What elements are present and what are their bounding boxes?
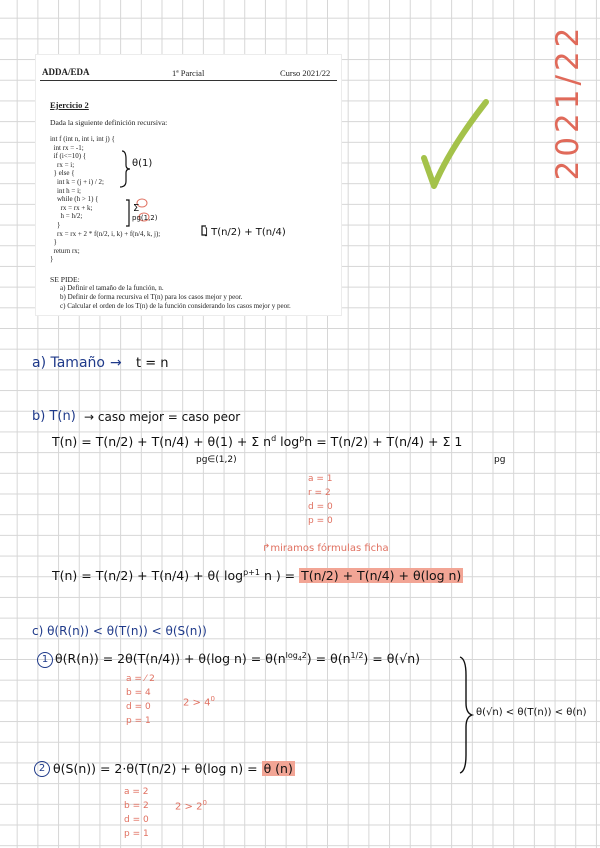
equation-c1-exp-base: 4	[297, 655, 302, 663]
code-line: int rx = -1;	[50, 143, 84, 152]
annotation-theta-one: θ(1)	[132, 158, 153, 169]
param-d: d = 0	[126, 702, 151, 712]
course-year: Curso 2021/22	[280, 68, 331, 78]
code-line: int f (int n, int i, int j) {	[50, 135, 115, 143]
param-b: b = 4	[126, 688, 151, 698]
equation-c1-exp-arg: 2	[301, 651, 307, 660]
equation-c1-mid-exp: 1/2	[350, 651, 364, 660]
param-d: d = 0	[124, 815, 149, 825]
ask-item: b) Definir de forma recursiva el T(n) para los casos mejor y peor.	[60, 293, 243, 301]
equation-b1-log-exp: p	[299, 434, 305, 443]
exercise-card	[36, 55, 341, 315]
equation-b1-n: n	[304, 434, 313, 450]
param-a: a = 2	[124, 787, 149, 797]
conclusion-text: θ(√n) < θ(T(n)) < θ(n)	[476, 707, 587, 718]
equation-c1-exp-log: log	[285, 651, 298, 660]
exercise-intro: Dada la siguiente definición recursiva:	[50, 118, 168, 127]
comparison-c1-text: 2 > 4	[183, 697, 211, 709]
comparison-c1-exp: 0	[210, 695, 215, 703]
year-label-box	[548, 22, 588, 182]
parameters-c1	[126, 672, 155, 728]
code-line: int k = (j + i) / 2;	[50, 177, 104, 186]
exam-name: 1ª Parcial	[172, 68, 205, 78]
section-c-label: c) θ(R(n)) < θ(T(n)) < θ(S(n))	[32, 624, 207, 638]
equation-b2-n: n ) =	[263, 568, 296, 584]
exercise-title: Ejercicio 2	[50, 100, 89, 110]
item-2-number: 2	[34, 761, 50, 777]
code-line: int h = i;	[50, 186, 81, 195]
code-line: if (i<=10) {	[50, 152, 87, 161]
comparison-c2	[175, 799, 207, 812]
param-p: p = 1	[126, 716, 151, 726]
comparison-c2-exp: 0	[202, 799, 207, 807]
course-code: ADDA/EDA	[42, 67, 90, 77]
code-line: rx = rx + k;	[50, 203, 93, 212]
arrow-icon: →	[110, 355, 122, 371]
equation-b2	[52, 568, 463, 583]
checkmark-icon	[420, 98, 490, 192]
equation-c2	[53, 761, 295, 776]
param-d: d = 0	[308, 502, 333, 512]
section-a-answer: t = n	[136, 356, 169, 371]
equation-b2-result: T(n/2) + T(n/4) + θ(log n)	[301, 568, 462, 584]
equation-c1-left: θ(R(n)) = 2θ(T(n/4)) + θ(log n) = θ(n	[55, 651, 286, 667]
equation-c2-left: θ(S(n)) = 2·θ(T(n/2) + θ(log n) =	[53, 761, 258, 776]
section-b-case-note: → caso mejor = caso peor	[84, 410, 241, 424]
param-p: p = 1	[124, 829, 149, 839]
equation-b1-right: = T(n/2) + T(n/4) + Σ 1	[316, 434, 463, 450]
code-line: }	[50, 238, 57, 247]
equation-b1-sum-range: pg∈(1,2)	[196, 455, 237, 465]
equation-b1-sum-index: pg	[494, 455, 506, 465]
param-p: p = 0	[308, 516, 333, 526]
annotation-recursive-terms: ] T(n/2) + T(n/4)	[204, 227, 286, 238]
param-b: b = 2	[124, 801, 149, 811]
conclusion-brace	[456, 655, 476, 775]
section-b-label: b) T(n)	[32, 409, 76, 424]
code-line: }	[50, 255, 54, 264]
equation-b1	[52, 434, 462, 449]
code-line: return rx;	[50, 246, 80, 255]
annotation-sum-range: pg(1,2)	[132, 214, 158, 222]
equation-b1-log: log	[280, 434, 300, 450]
comparison-c1	[183, 695, 215, 708]
ask-item: a) Definir el tamaño de la función, n.	[60, 284, 164, 292]
se-pide-label: SE PIDE:	[50, 275, 80, 284]
equation-b1-exp: d	[271, 434, 277, 443]
section-a-label: a) Tamaño	[32, 355, 105, 371]
ask-item: c) Calcular el orden de los T(n) de la función considerando los casos mejor y peor.	[60, 302, 291, 310]
annotation-sum: Σ	[133, 203, 140, 214]
equation-b1-left: T(n) = T(n/2) + T(n/4) + θ(1) + Σ n	[52, 434, 272, 450]
equation-b2-left: T(n) = T(n/2) + T(n/4) + θ( log	[52, 568, 244, 584]
equation-c1	[55, 651, 420, 666]
parameters-c2	[124, 785, 149, 841]
param-a: a = 1	[308, 474, 333, 484]
equation-c1-end: ) = θ(√n)	[363, 651, 420, 667]
param-r: r = 2	[308, 488, 331, 498]
header-rule	[40, 80, 337, 81]
code-line: while (h > 1) {	[50, 195, 99, 204]
parameters-b	[308, 472, 333, 528]
code-line: rx = i;	[50, 160, 75, 169]
comparison-c2-text: 2 > 2	[175, 801, 203, 813]
param-a: a = ⁄ 2	[126, 674, 155, 684]
code-line: }	[50, 220, 61, 229]
code-line: h = h/2;	[50, 212, 83, 221]
equation-b2-exp: p+1	[243, 568, 260, 577]
equation-c2-result: θ (n)	[263, 761, 293, 776]
equation-c1-mid: ) = θ(n	[306, 651, 351, 667]
code-line: } else {	[50, 169, 75, 178]
code-line: rx = rx + 2 * f(n/2, i, k) + f(n/4, k, j);	[50, 229, 161, 238]
formula-sheet-note: ↱miramos fórmulas ficha	[262, 543, 389, 554]
item-1-number: 1	[37, 652, 53, 668]
year-label: 2021/22	[550, 23, 586, 181]
